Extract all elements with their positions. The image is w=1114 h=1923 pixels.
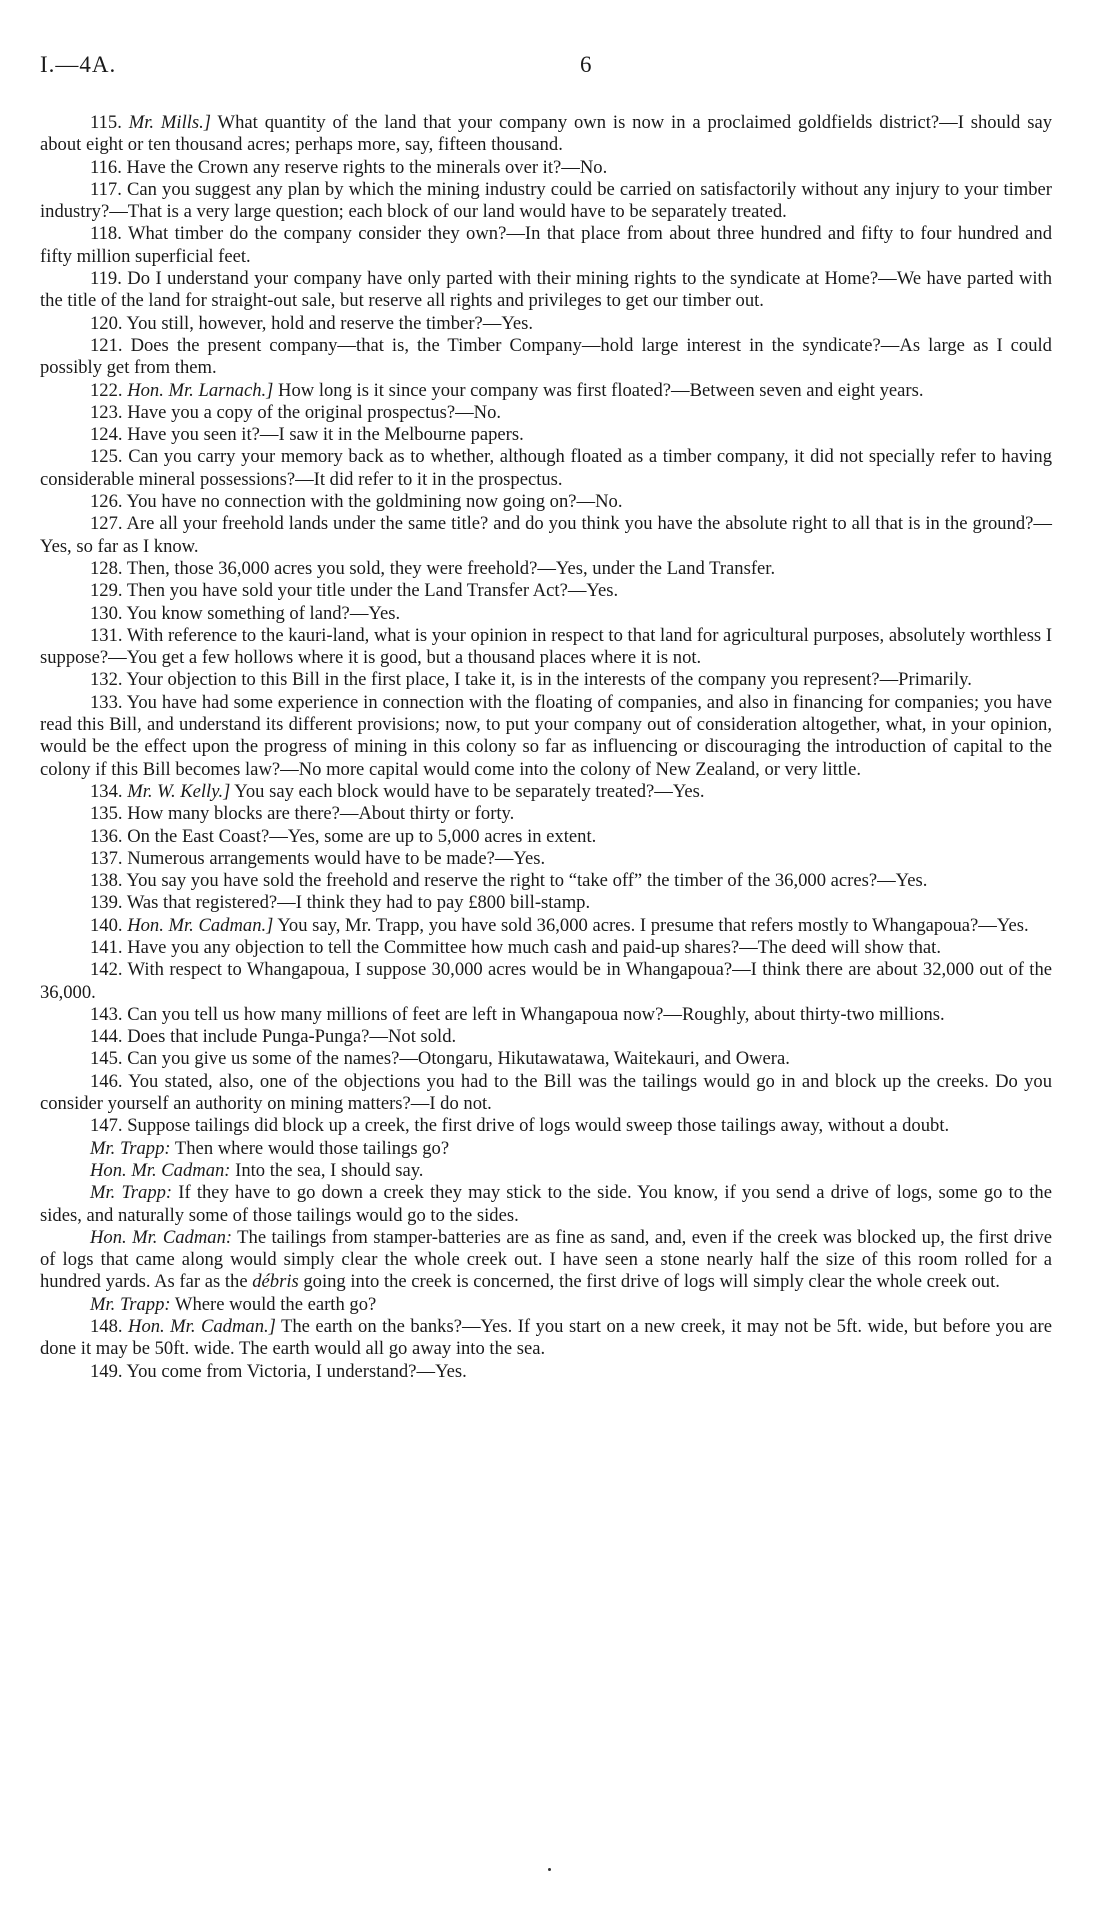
page-header (40, 52, 1052, 88)
transcript-paragraph (40, 513, 1052, 558)
transcript-paragraph (40, 402, 1052, 424)
transcript-paragraph (40, 558, 1052, 580)
paragraph-text: Into the sea, I should say. (230, 1159, 424, 1181)
transcript-paragraph (40, 603, 1052, 625)
question-number: 134. (90, 780, 123, 802)
transcript-body (40, 112, 1052, 1383)
question-number: 125. (90, 446, 123, 468)
paragraph-text: Suppose tailings did block up a creek, the first drive of logs would sweep those tailings away, without a doubt. (127, 1115, 950, 1137)
transcript-paragraph (40, 1138, 1052, 1160)
question-number: 143. (90, 1003, 123, 1025)
transcript-paragraph (40, 380, 1052, 402)
question-number: 124. (90, 424, 123, 446)
transcript-paragraph (40, 424, 1052, 446)
question-number: 133. (90, 691, 123, 713)
paragraph-text: Have you seen it?—I saw it in the Melbourne papers. (127, 424, 524, 446)
transcript-paragraph (40, 781, 1052, 803)
transcript-paragraph (40, 803, 1052, 825)
paragraph-text: You say, Mr. Trapp, you have sold 36,000 acres. I presume that refers mostly to Whangapoua?—Yes. (273, 914, 1029, 936)
transcript-paragraph (40, 848, 1052, 870)
paragraph-text: You stated, also, one of the objections you had to the Bill was the tailings would go in and block up the creeks. Do you consider yourself an authority on mining matters?—I do not. (40, 1070, 1053, 1115)
paragraph-text: Are all your freehold lands under the same title? and do you think you have the absolute right to all that is in the ground?—Yes, so far as I know. (40, 513, 1053, 557)
question-number: 142. (90, 959, 123, 981)
paragraph-text: You have had some experience in connection with the floating of companies, and also in financing for companies; you have read this Bill, and understand its different provisions; now, to put your company out of consideration altogether, what, in your opinion, would be the effect upon the progress of mining in this colony so far as influencing or discouraging the introduction of capital to the colony if this Bill becomes law?—No more capital would come into the colony of New Zealand, or very little. (40, 691, 1052, 780)
speaker-name: Mr. Trapp: (90, 1182, 173, 1204)
paragraph-text: Then where would those tailings go? (170, 1137, 450, 1159)
transcript-paragraph (40, 826, 1052, 848)
paragraph-text: You come from Victoria, I understand?—Yes. (126, 1360, 467, 1382)
paragraph-text: You still, however, hold and reserve the timber?—Yes. (126, 312, 534, 334)
paragraph-text: Have the Crown any reserve rights to the minerals over it?—No. (126, 156, 608, 178)
transcript-paragraph (40, 1115, 1052, 1137)
paragraph-text: You say you have sold the freehold and reserve the right to “take off” the timber of the 36,000 acres?—Yes. (126, 870, 928, 892)
paragraph-text: Do I understand your company have only parted with their mining rights to the syndicate at Home?—We have parted with the title of the land for straight-out sale, but reserve all rights and privileges to get our timber out. (40, 268, 1052, 312)
question-number: 126. (90, 491, 123, 513)
transcript-paragraph (40, 335, 1052, 380)
question-number: 122. (90, 379, 123, 401)
paragraph-text: If they have to go down a creek they may stick to the side. You know, if you send a drive of logs, some go to the sides, and naturally some of those tailings would go to the sides. (40, 1182, 1052, 1226)
paragraph-text: Your objection to this Bill in the first place, I take it, is in the interests of the company you represent?—Primarily. (126, 669, 972, 691)
transcript-paragraph (40, 1182, 1052, 1227)
paragraph-text: The earth on the banks?—Yes. If you start on a new creek, it may not be 5ft. wide, but before you are done it may be 50ft. wide. The earth would all go away into the sea. (40, 1316, 1052, 1360)
italic-term: débris (252, 1271, 299, 1293)
speaker-name: Hon. Mr. Cadman.] (128, 1316, 276, 1338)
paragraph-text: How many blocks are there?—About thirty or forty. (127, 803, 515, 825)
question-number: 115. (90, 112, 122, 133)
paragraph-text: Numerous arrangements would have to be made?—Yes. (127, 847, 546, 869)
transcript-paragraph (40, 692, 1052, 781)
paragraph-text: The tailings from stamper-batteries are as fine as sand, and, even if the creek was blocked up, the first drive of logs that came along would simply clear the whole creek out. I have seen a stone nearly half the size of this room rolled for a hundred yards. As far as the (40, 1226, 1052, 1293)
transcript-paragraph (40, 112, 1052, 157)
transcript-paragraph (40, 1361, 1052, 1383)
paragraph-text: What timber do the company consider they own?—In that place from about three hundred and fifty to four hundred and fifty million superficial feet. (40, 223, 1053, 267)
transcript-paragraph (40, 1071, 1052, 1116)
transcript-paragraph (40, 1048, 1052, 1070)
question-number: 148. (90, 1316, 123, 1338)
paragraph-text: You say each block would have to be separately treated?—Yes. (230, 780, 705, 802)
paragraph-text: Can you suggest any plan by which the mining industry could be carried on satisfactorily without any injury to your timber industry?—That is a very large question; each block of our land would have to be separately treated. (40, 178, 1052, 223)
transcript-paragraph (40, 959, 1052, 1004)
question-number: 137. (90, 847, 123, 869)
document-reference: I.—4A. (40, 52, 117, 77)
transcript-paragraph (40, 892, 1052, 914)
question-number: 136. (90, 825, 123, 847)
page-number: 6 (580, 52, 592, 77)
transcript-paragraph (40, 223, 1052, 268)
question-number: 138. (90, 870, 123, 892)
paragraph-text: Does the present company—that is, the Timber Company—hold large interest in the syndicate?—As large as I could possibly get from them. (40, 334, 1052, 379)
transcript-paragraph (40, 669, 1052, 691)
paragraph-text: Can you tell us how many millions of feet are left in Whangapoua now?—Roughly, about thirty-two millions. (127, 1003, 945, 1025)
speaker-name: Hon. Mr. Cadman: (90, 1226, 233, 1248)
paragraph-text: Have you any objection to tell the Committee how much cash and paid-up shares?—The deed will show that. (127, 936, 941, 958)
paragraph-text-continued: going into the creek is concerned, the first drive of logs will simply clear the whole creek out. (298, 1271, 1000, 1293)
paragraph-text: Can you carry your memory back as to whether, although floated as a timber company, it did not specially refer to having considerable mineral possessions?—It did refer to it in the prospectus. (40, 446, 1052, 490)
question-number: 141. (90, 936, 123, 958)
question-number: 145. (90, 1048, 123, 1070)
transcript-paragraph (40, 268, 1052, 313)
paragraph-text: Then, those 36,000 acres you sold, they were freehold?—Yes, under the Land Transfer. (126, 557, 776, 579)
question-number: 121. (90, 334, 123, 356)
question-number: 130. (90, 602, 123, 624)
transcript-paragraph (40, 1294, 1052, 1316)
transcript-paragraph (40, 157, 1052, 179)
question-number: 149. (90, 1360, 123, 1382)
transcript-paragraph (40, 1004, 1052, 1026)
transcript-paragraph (40, 313, 1052, 335)
question-number: 120. (90, 312, 123, 334)
transcript-paragraph (40, 1026, 1052, 1048)
question-number: 117. (90, 178, 122, 200)
question-number: 135. (90, 803, 123, 825)
question-number: 128. (90, 557, 123, 579)
question-number: 116. (90, 156, 122, 178)
question-number: 132. (90, 669, 123, 691)
paragraph-text: Does that include Punga-Punga?—Not sold. (127, 1026, 457, 1048)
transcript-paragraph (40, 915, 1052, 937)
speaker-name: Mr. W. Kelly.] (127, 780, 231, 802)
speaker-name: Hon. Mr. Cadman.] (127, 914, 274, 936)
speaker-name: Hon. Mr. Larnach.] (127, 379, 274, 401)
question-number: 146. (90, 1070, 123, 1092)
speaker-name: Mr. Mills.] (128, 112, 212, 133)
paragraph-text: With respect to Whangapoua, I suppose 30,000 acres would be in Whangapoua?—I think there are about 32,000 out of the 36,000. (40, 959, 1053, 1003)
transcript-paragraph (40, 1316, 1052, 1361)
speaker-name: Hon. Mr. Cadman: (90, 1159, 231, 1181)
speaker-name: Mr. Trapp: (90, 1293, 171, 1315)
question-number: 139. (90, 892, 123, 914)
paragraph-text: Have you a copy of the original prospectus?—No. (127, 401, 502, 423)
transcript-paragraph (40, 580, 1052, 602)
paragraph-text: Where would the earth go? (170, 1293, 377, 1315)
paragraph-text: Then you have sold your title under the Land Transfer Act?—Yes. (126, 580, 619, 602)
question-number: 119. (90, 268, 122, 290)
question-number: 140. (90, 914, 123, 936)
paragraph-text: You have no connection with the goldmining now going on?—No. (126, 491, 623, 513)
question-number: 129. (90, 580, 123, 602)
paragraph-text: On the East Coast?—Yes, some are up to 5,000 acres in extent. (127, 825, 597, 847)
paragraph-text: Was that registered?—I think they had to pay £800 bill-stamp. (126, 892, 591, 914)
paragraph-text: Can you give us some of the names?—Otongaru, Hikutawatawa, Waitekauri, and Owera. (127, 1048, 790, 1070)
transcript-paragraph (40, 491, 1052, 513)
paragraph-text: How long is it since your company was first floated?—Between seven and eight years. (273, 379, 924, 401)
transcript-paragraph (40, 870, 1052, 892)
question-number: 127. (90, 513, 123, 535)
footer-mark (548, 1868, 551, 1871)
question-number: 123. (90, 401, 123, 423)
question-number: 118. (90, 223, 122, 245)
transcript-paragraph (40, 625, 1052, 670)
question-number: 147. (90, 1115, 123, 1137)
paragraph-text: You know something of land?—Yes. (126, 602, 401, 624)
transcript-paragraph (40, 1227, 1052, 1294)
transcript-paragraph (40, 937, 1052, 959)
question-number: 144. (90, 1026, 123, 1048)
transcript-paragraph (40, 179, 1052, 224)
question-number: 131. (90, 624, 123, 646)
speaker-name: Mr. Trapp: (90, 1137, 171, 1159)
paragraph-text: With reference to the kauri-land, what is your opinion in respect to that land for agricultural purposes, absolutely worthless I suppose?—You get a few hollows where it is good, but a thousand places where it is not. (40, 624, 1053, 669)
transcript-paragraph (40, 1160, 1052, 1182)
paragraph-text: What quantity of the land that your company own is now in a proclaimed goldfields district?—I should say about eight or ten thousand acres; perhaps more, say, fifteen thousand. (40, 112, 1053, 156)
transcript-paragraph (40, 446, 1052, 491)
